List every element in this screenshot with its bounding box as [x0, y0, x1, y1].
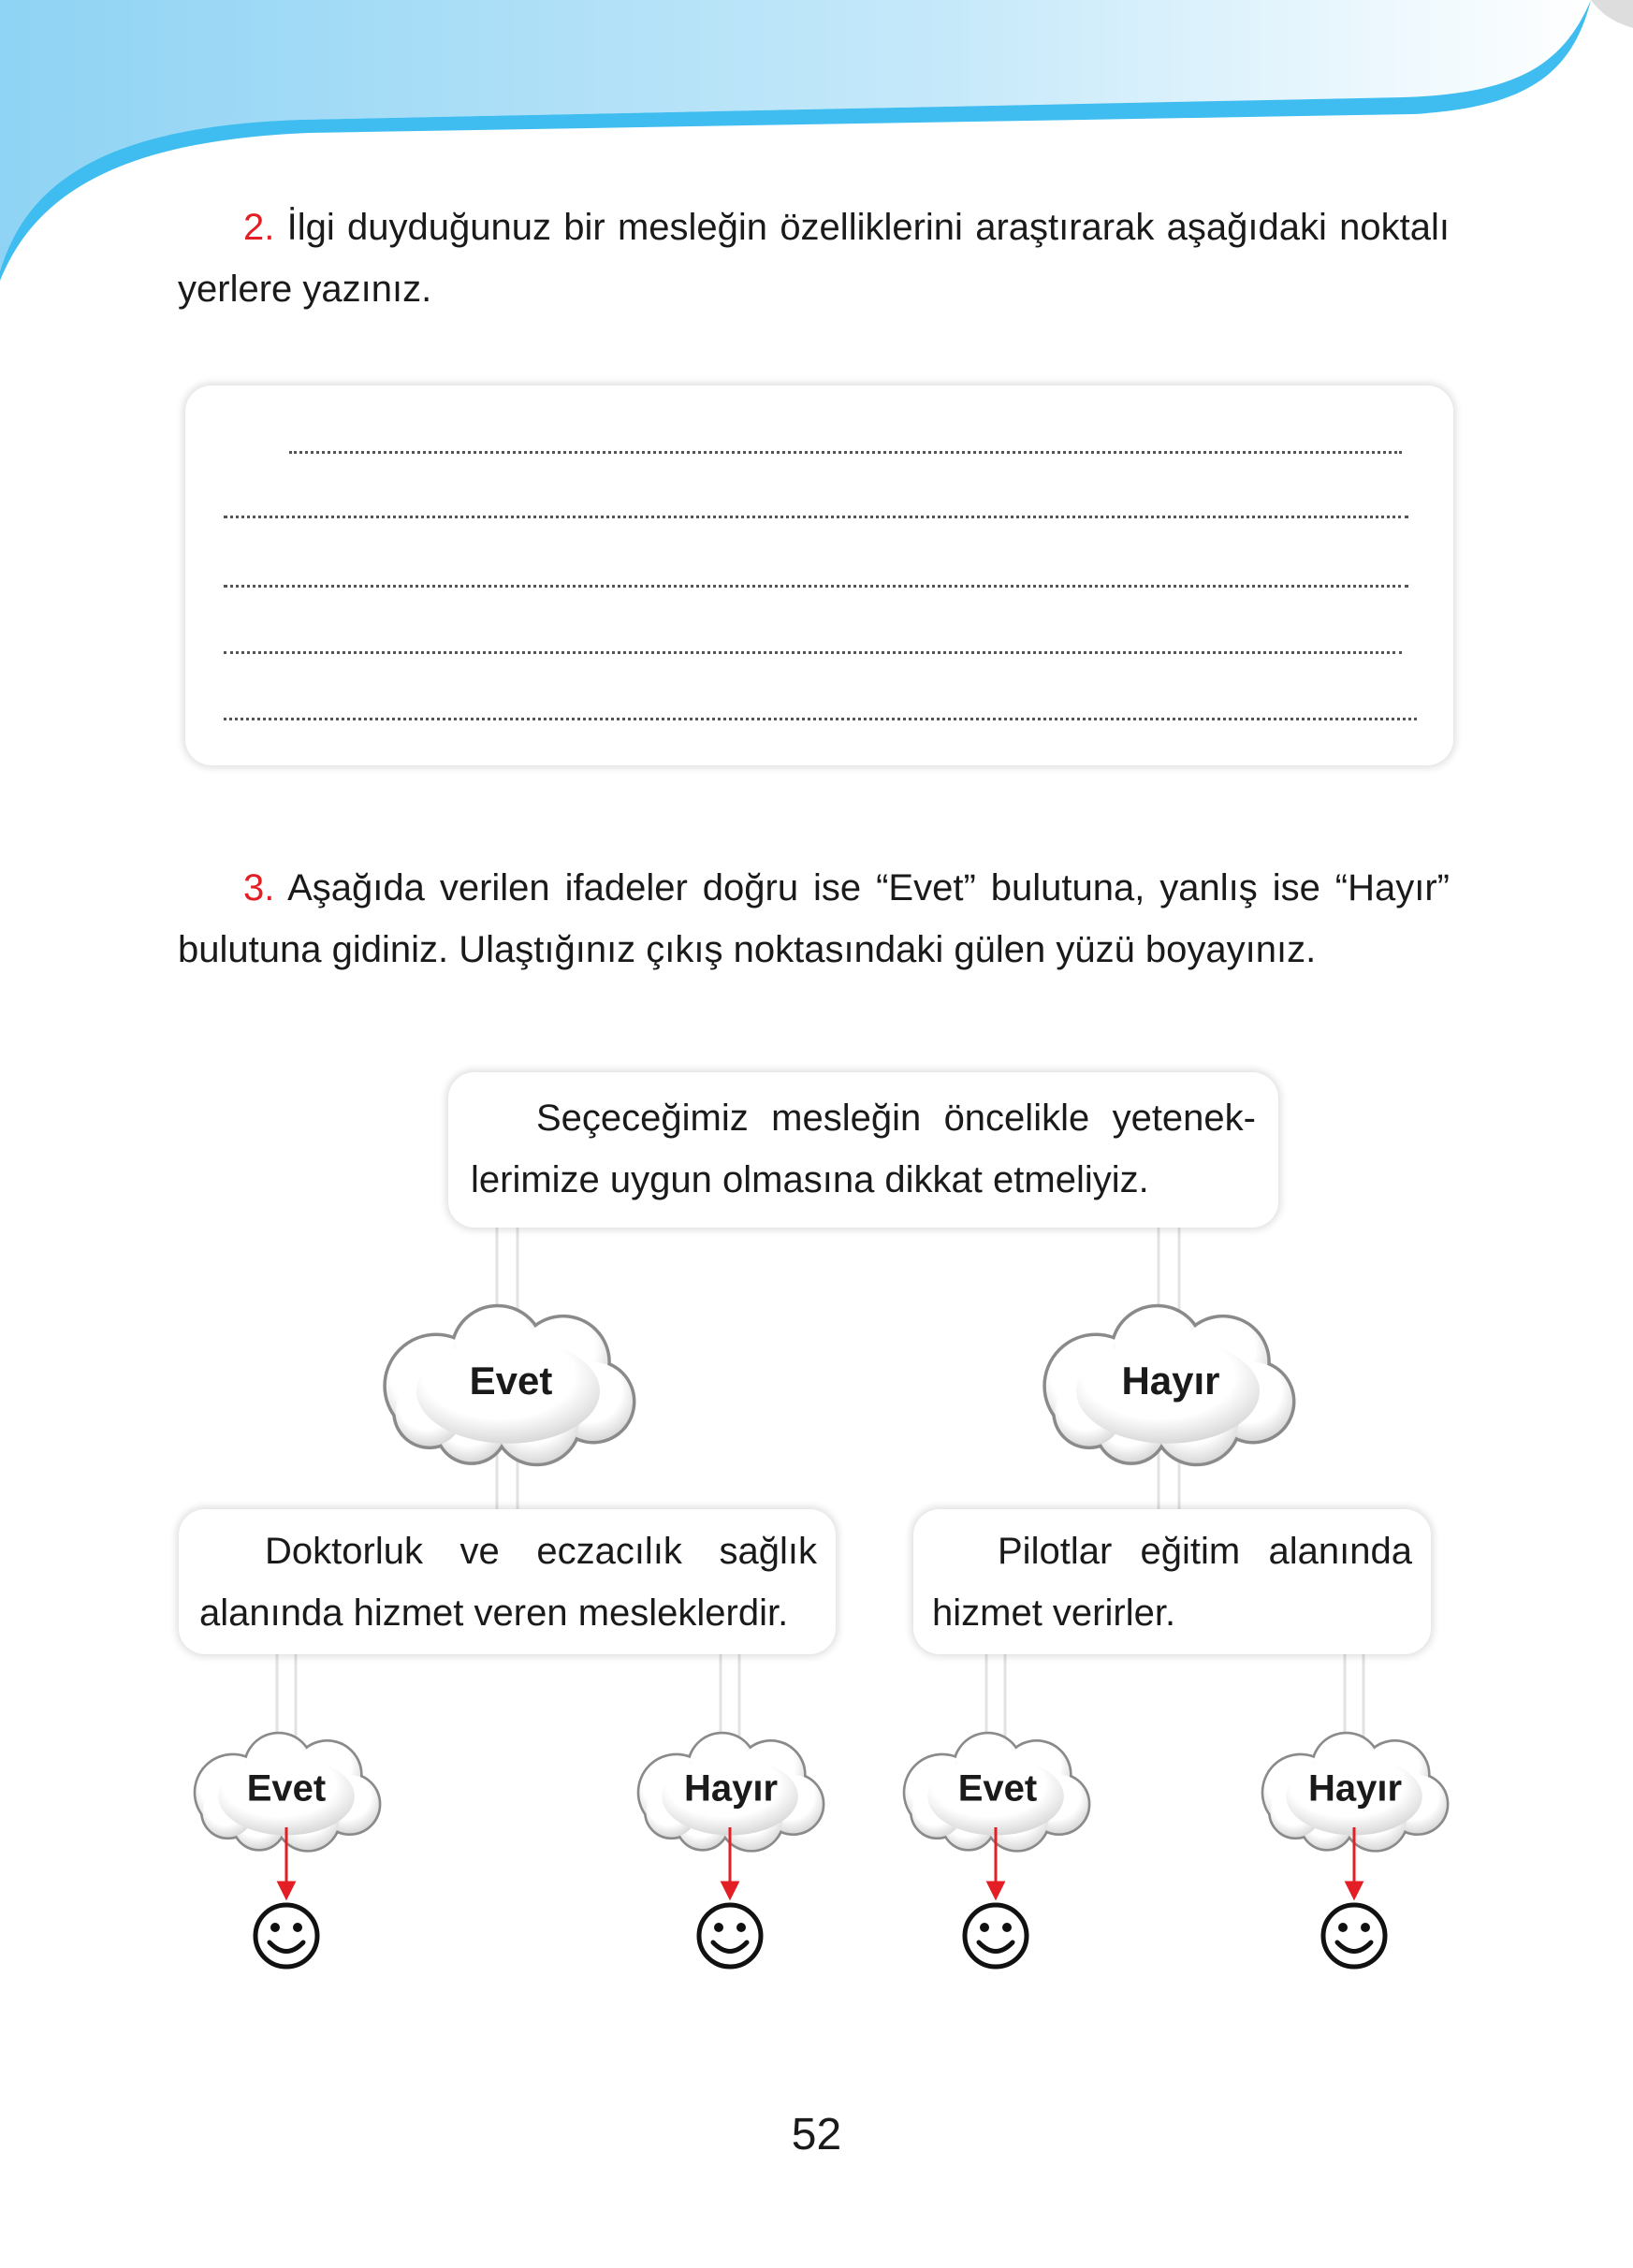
cloud-yes-2-label[interactable]: Evet	[246, 1767, 327, 1810]
left-statement-box	[179, 1509, 836, 1654]
smiley-face-icon	[965, 1905, 1027, 1967]
root-statement: Seçeceğimiz mesleğin öncelikle yetenek- lerimize uygun olmasına dikkat etmeliyiz.	[471, 1098, 1256, 1200]
cloud-no-1-label[interactable]: Hayır	[1121, 1359, 1220, 1403]
root-statement-box	[448, 1072, 1278, 1228]
dotted-line[interactable]	[224, 585, 1408, 588]
smiley-face-icon	[699, 1905, 761, 1967]
dotted-line[interactable]	[224, 718, 1417, 720]
question-2-number: 2.	[243, 207, 275, 248]
smiley-face-icon	[1323, 1905, 1385, 1967]
smiley-face-icon	[255, 1905, 317, 1967]
question-2-text: İlgi duyduğunuz bir mesleğin özelliklerini araştırarak aşağıdaki noktalı yerlere yazınız.	[178, 207, 1450, 310]
arrow-icons	[279, 1827, 1362, 1897]
cloud-no-3-label[interactable]: Hayır	[1307, 1767, 1403, 1810]
page-number: 52	[791, 2110, 842, 2159]
flow-connectors	[277, 1221, 1363, 1737]
right-statement-box	[913, 1509, 1431, 1654]
cloud-yes-3-label[interactable]: Evet	[957, 1767, 1038, 1810]
left-statement: Doktorluk ve eczacılık sağlık alanında hizmet veren mesleklerdir.	[199, 1531, 817, 1634]
answer-box[interactable]	[185, 385, 1453, 765]
dotted-line[interactable]	[224, 651, 1402, 654]
question-3-number: 3.	[243, 867, 275, 909]
question-2	[178, 196, 1450, 320]
dotted-line[interactable]	[224, 516, 1408, 518]
question-3	[178, 857, 1450, 981]
question-3-text: Aşağıda verilen ifadeler doğru ise “Evet” bulutuna, yanlış ise “Hayır” bulutuna gidiniz. Ulaştığınız çıkış noktasındaki gülen yüzü boyayınız.	[178, 867, 1451, 970]
cloud-yes-1-label[interactable]: Evet	[469, 1359, 553, 1403]
right-statement: Pilotlar eğitim alanında hizmet verirler.	[932, 1531, 1412, 1634]
dotted-line[interactable]	[289, 451, 1402, 454]
cloud-no-2-label[interactable]: Hayır	[683, 1767, 779, 1810]
